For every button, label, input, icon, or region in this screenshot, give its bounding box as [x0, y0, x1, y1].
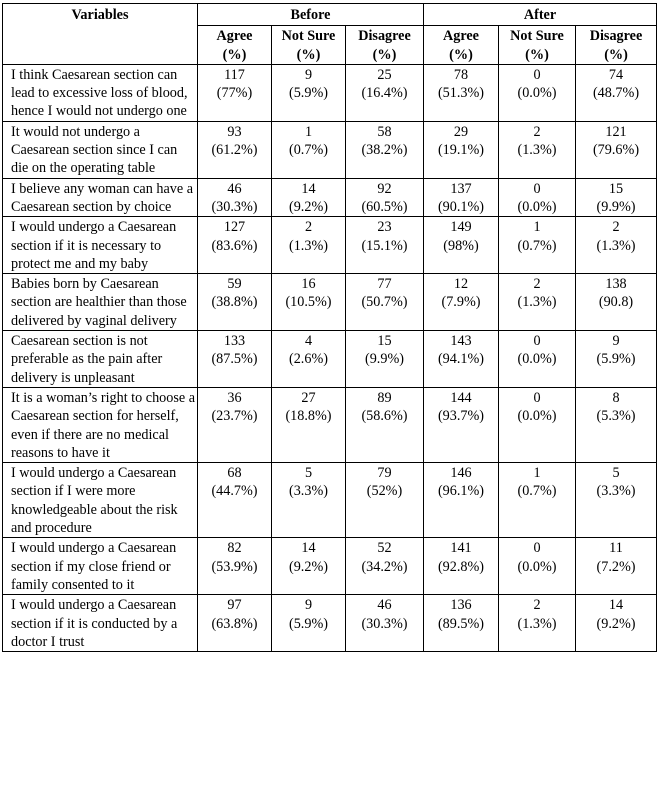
value-cell: 5 (3.3%) [272, 463, 346, 538]
value-cell: 78 (51.3%) [424, 64, 499, 121]
after-header: After [424, 4, 657, 26]
table-row [3, 217, 657, 274]
value-cell: 9 (5.9%) [576, 331, 657, 388]
col-after-not-sure: Not Sure (%) [499, 26, 576, 65]
value-cell: 59 (38.8%) [198, 274, 272, 331]
variable-cell: Caesarean section is not preferable as the pain after delivery is unpleasant [3, 331, 198, 388]
value-cell: 14 (9.2%) [272, 538, 346, 595]
table-row [3, 463, 657, 538]
value-cell: 141 (92.8%) [424, 538, 499, 595]
value-cell: 11 (7.2%) [576, 538, 657, 595]
table-row [3, 595, 657, 652]
col-before-not-sure: Not Sure (%) [272, 26, 346, 65]
value-cell: 14 (9.2%) [576, 595, 657, 652]
value-cell: 8 (5.3%) [576, 387, 657, 462]
value-cell: 0 (0.0%) [499, 538, 576, 595]
value-cell: 58 (38.2%) [346, 121, 424, 178]
value-cell: 77 (50.7%) [346, 274, 424, 331]
value-cell: 52 (34.2%) [346, 538, 424, 595]
variables-header: Variables [3, 4, 198, 65]
value-cell: 29 (19.1%) [424, 121, 499, 178]
value-cell: 127 (83.6%) [198, 217, 272, 274]
value-cell: 2 (1.3%) [499, 121, 576, 178]
value-cell: 143 (94.1%) [424, 331, 499, 388]
value-cell: 25 (16.4%) [346, 64, 424, 121]
value-cell: 79 (52%) [346, 463, 424, 538]
value-cell: 149 (98%) [424, 217, 499, 274]
variable-cell: Babies born by Caesarean section are healthier than those delivered by vaginal delivery [3, 274, 198, 331]
value-cell: 92 (60.5%) [346, 178, 424, 217]
value-cell: 12 (7.9%) [424, 274, 499, 331]
value-cell: 1 (0.7%) [499, 217, 576, 274]
value-cell: 5 (3.3%) [576, 463, 657, 538]
value-cell: 117 (77%) [198, 64, 272, 121]
value-cell: 82 (53.9%) [198, 538, 272, 595]
col-before-disagree: Disagree (%) [346, 26, 424, 65]
group-header-row [3, 4, 657, 26]
col-before-agree: Agree (%) [198, 26, 272, 65]
variable-cell: I would undergo a Caesarean section if it is conducted by a doctor I trust [3, 595, 198, 652]
table-row [3, 178, 657, 217]
value-cell: 0 (0.0%) [499, 331, 576, 388]
col-after-disagree: Disagree (%) [576, 26, 657, 65]
value-cell: 138 (90.8) [576, 274, 657, 331]
variable-cell: I would undergo a Caesarean section if I were more knowledgeable about the risk and procedure [3, 463, 198, 538]
value-cell: 46 (30.3%) [346, 595, 424, 652]
value-cell: 9 (5.9%) [272, 595, 346, 652]
value-cell: 2 (1.3%) [499, 274, 576, 331]
variable-cell: I would undergo a Caesarean section if it is necessary to protect me and my baby [3, 217, 198, 274]
table-row [3, 331, 657, 388]
value-cell: 97 (63.8%) [198, 595, 272, 652]
value-cell: 4 (2.6%) [272, 331, 346, 388]
value-cell: 9 (5.9%) [272, 64, 346, 121]
value-cell: 46 (30.3%) [198, 178, 272, 217]
value-cell: 121 (79.6%) [576, 121, 657, 178]
survey-table [2, 3, 657, 652]
value-cell: 15 (9.9%) [346, 331, 424, 388]
value-cell: 2 (1.3%) [499, 595, 576, 652]
table-body [3, 64, 657, 651]
value-cell: 16 (10.5%) [272, 274, 346, 331]
table-row [3, 538, 657, 595]
value-cell: 89 (58.6%) [346, 387, 424, 462]
value-cell: 23 (15.1%) [346, 217, 424, 274]
variable-cell: It is a woman’s right to choose a Caesarean section for herself, even if there are no medical reasons to have it [3, 387, 198, 462]
variable-cell: It would not undergo a Caesarean section since I can die on the operating table [3, 121, 198, 178]
value-cell: 144 (93.7%) [424, 387, 499, 462]
table-row [3, 274, 657, 331]
before-header: Before [198, 4, 424, 26]
value-cell: 1 (0.7%) [499, 463, 576, 538]
value-cell: 137 (90.1%) [424, 178, 499, 217]
variable-cell: I think Caesarean section can lead to excessive loss of blood, hence I would not undergo one [3, 64, 198, 121]
value-cell: 0 (0.0%) [499, 64, 576, 121]
col-after-agree: Agree (%) [424, 26, 499, 65]
value-cell: 74 (48.7%) [576, 64, 657, 121]
table-row [3, 387, 657, 462]
value-cell: 27 (18.8%) [272, 387, 346, 462]
value-cell: 93 (61.2%) [198, 121, 272, 178]
table-row [3, 64, 657, 121]
table-row [3, 121, 657, 178]
value-cell: 36 (23.7%) [198, 387, 272, 462]
survey-table-container [2, 3, 657, 652]
variable-cell: I believe any woman can have a Caesarean section by choice [3, 178, 198, 217]
value-cell: 133 (87.5%) [198, 331, 272, 388]
value-cell: 2 (1.3%) [272, 217, 346, 274]
value-cell: 2 (1.3%) [576, 217, 657, 274]
value-cell: 0 (0.0%) [499, 178, 576, 217]
value-cell: 136 (89.5%) [424, 595, 499, 652]
value-cell: 15 (9.9%) [576, 178, 657, 217]
value-cell: 1 (0.7%) [272, 121, 346, 178]
variable-cell: I would undergo a Caesarean section if my close friend or family consented to it [3, 538, 198, 595]
value-cell: 68 (44.7%) [198, 463, 272, 538]
value-cell: 0 (0.0%) [499, 387, 576, 462]
value-cell: 14 (9.2%) [272, 178, 346, 217]
value-cell: 146 (96.1%) [424, 463, 499, 538]
